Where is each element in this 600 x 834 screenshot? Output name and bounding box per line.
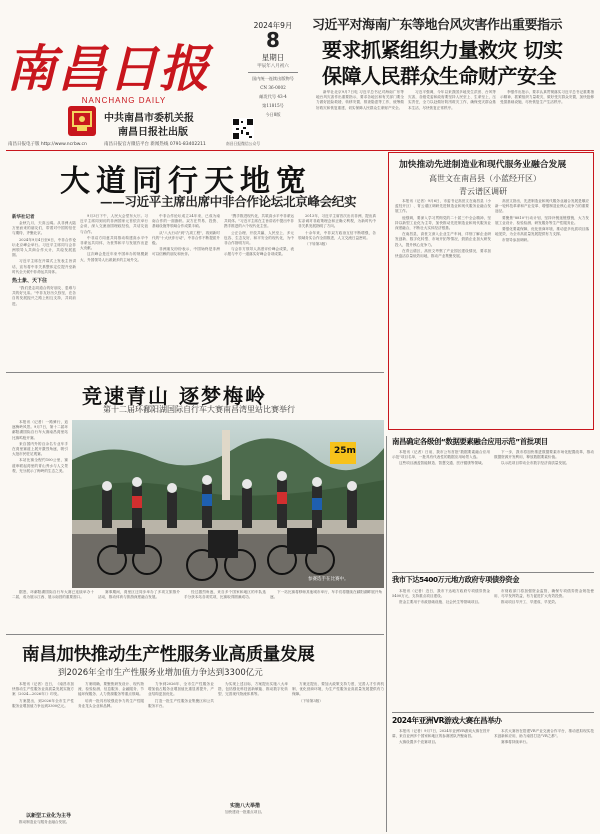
sidebar-title[interactable]: 加快推动先进制造业和现代服务业融合发展 xyxy=(399,160,567,170)
cycling-col-2: 据悉，环鄱阳湖国际自行车大赛已连续举办十二届，成为展示江西、展示南昌的重要窗口。 xyxy=(12,590,94,600)
right-story-3-col-1: 本报讯（记者）9月7日，2024年亚洲VR游戏大赛在昌开幕，来自亚洲多个国家和地区的参赛团队齐聚南昌。 大赛设置多个竞赛项目。 xyxy=(392,729,490,745)
issue-date: 2024年9月 xyxy=(253,21,293,30)
postal-code: 邮发代号 43-4 xyxy=(259,94,287,99)
right-story-1-col-2: 下一步，我市将加快推进数据要素市场化配置改革，推动数据资源开发利用，释放数据要素价值。 以示范项目带动全市数字经济高质量发展。 xyxy=(494,450,594,466)
cycling-col-3: 赛事期间，湾里区还同步举办了多项文旅推介活动，推动体育与旅游深度融合发展。 xyxy=(98,590,180,600)
sidebar-subtitle-2: 青云谱区调研 xyxy=(459,187,507,196)
website: 南昌日报电子版 http://www.ncrbw.cn xyxy=(8,142,87,147)
sponsor-line-1: 中共南昌市委机关报 xyxy=(104,113,194,124)
sidebar-box xyxy=(388,152,594,430)
lead-col-2: 9月3日下午，人民大会堂东大厅。习近平主席同到访的非洲国家元首依次举行会谈，深入交流治国理政经验，共话友谊与合作。 中非双方同意共同推动构建高水平中非命运共同体，为世界和平与发展作出更大贡献。 这次峰会是近年来中国举办的规模最大、外国领导人出席最多的主场外交。 xyxy=(80,214,148,262)
top-story-kicker[interactable]: 习近平对海南广东等地台风灾害作出重要指示 xyxy=(312,18,563,33)
photo-caption: 参赛选手在比赛中。 xyxy=(308,577,349,582)
lead-col-1: 金秋九月，天高云阔。从非洲大陆万里而来的朋友们，带着对中国的信任与期待，齐聚北京。 2024年9月4日至6日，中非合作论坛北京峰会举行。习近平主席同与会非洲领导人共商合作大计，共绘发展蓝图。 习近平主席在开幕式上发表主旨讲话，宣布将中非关系整体定位提升至新时代全天候中非命运共同体。 热土象、天下往 "我们是志同道合的好朋友、患难与共的好兄弟。"中非友好历久弥坚，在各自的发展振兴之路上相互支持，共同前进。 xyxy=(12,221,76,306)
services-col-4b: 加快建设一批重点项目。 xyxy=(225,810,265,814)
lead-subheadline[interactable]: ——习近平主席出席中非合作论坛北京峰会纪实 xyxy=(100,194,357,209)
masthead-pinyin: NANCHANG DAILY xyxy=(81,96,167,105)
right-story-2-col-2: 市财政部门将加强资金监管，确保专项债券资金规范使用、尽早发挥效益，有力促进扩大有效投资。 推动项目早开工、早建成、早见效。 xyxy=(494,589,594,605)
sidebar-col-1: 本报讯（记者）9月6日，市委书记高世文在南昌县（小蓝经开区）、青云谱区调研先进制造业和现代服务业融合发展工作。 他强调，要深入学习贯彻党的二十届三中全会精神，坚持以新型工业化为主导，加快推动先进制造业和现代服务业深度融合，不断壮大实体经济根基。 在南昌县，高世文深入企业生产车间，详细了解企业研发创新、数字化转型、市场开拓等情况，鼓励企业加大研发投入，提升核心竞争力。 在青云谱区，高世文考察了产业园区建设情况，要求加快盘活存量低效用地，推动产业集聚发展。 xyxy=(395,199,491,259)
qr-caption: 南昌日报微信公众号 xyxy=(225,141,261,146)
cycling-col-1: 本报讯（记者）一路骑行，追逐梅岭风景。9月7日，第十二届环鄱阳湖国际自行车大赛南昌湾里站比赛鸣枪开赛。 来自国内外的百余名专业车手在湾里赛道上展开激烈角逐，吸引大批市民驻足观赛。 本站比赛全程约100公里，赛道串联起湾里的青山秀水与人文景观，充分展示了梅岭的生态之美。 xyxy=(12,420,68,473)
issue-number: 第11815号 xyxy=(262,103,284,108)
masthead-title: 南昌日报 xyxy=(6,39,210,98)
sponsor-line-2: 南昌日报社出版 xyxy=(118,127,188,138)
services-col-3: 力争到2026年，全市生产性服务业增加值占服务业增加值比重显著提升，产业结构更加优化。 打造一批生产性服务业集聚区和公共服务平台。 xyxy=(148,682,214,708)
right-story-2-col-1: 本报讯（记者）近日，我市下达地方政府专项债券资金5400万元，支持重点项目建设。 资金主要用于市政基础设施、社会民生等领域项目。 xyxy=(392,589,490,605)
issue-day: 8 xyxy=(266,28,280,52)
services-subheadline: 到2026年全市生产性服务业增加值力争达到3300亿元 xyxy=(58,668,263,678)
top-story-headline-2[interactable]: 保障人民群众生命财产安全 xyxy=(322,64,556,88)
qr-code-icon[interactable] xyxy=(232,118,254,140)
sidebar-col-2: 高世文指出，先进制造业和现代服务业融合发展是顺应新一轮科技革命和产业变革、增强制造业核心竞争力的重要途径。 要聚焦"8810"行动计划，坚持补链延链强链，大力发展工业设计、检验检测、研发服务等生产性服务业。 要强化要素保障，优化营商环境，推动更多优质项目落地见效，为全市高质量发展提供有力支撑。 市领导参加调研。 xyxy=(495,199,589,243)
services-section-2: 实施八大举措 xyxy=(230,803,261,809)
issn-number: CN 36-0002 xyxy=(260,85,286,90)
services-col-1: 本报讯（记者）近日，《南昌市加快推动生产性服务业高质量发展实施方案（2024—2026年）》印发。 方案提出，到2026年全市生产性服务业增加值力争达到3300亿元。 xyxy=(12,682,74,708)
lead-col-3: 中非合作论坛成立24年来，已成为南南合作的一面旗帜。双方在贸易、投资、基础设施等领域合作成果丰硕。 从"八大行动"到"九项工程"，再到新时代的"十大伙伴行动"，中非合作不断提质升级。 非洲朋友纷纷表示，中国始终是非洲可以信赖的朋友和伙伴。 xyxy=(152,214,220,257)
lead-col-5: 2013年，习近平主席首次出访非洲，提出真实亲诚对非政策理念和正确义利观，为新时代中非关系发展指明了方向。 十余年来，中非双方政治互信不断增强，各领域务实合作全面推进，人文交流日益密切。 （下转第3版） xyxy=(298,214,376,247)
top-story-body-col-1: 新华社北京9月7日电 习近平总书记对海南广东等地台风灾害作出重要指示，要求各地区和有关部门要全力做好抢险救援、转移安置、排查隐患等工作，统筹做好救灾和恢复重建，切实保障人民群众生命财产安全。 xyxy=(316,90,404,110)
top-story-body-col-3: 李强作出批示，要求认真贯彻落实习近平总书记重要指示精神，抓紧组织力量救灾，做好受灾群众安置，加快抢修受损基础设施，尽快恢复生产生活秩序。 xyxy=(500,90,594,105)
lunar-date: 甲辰年八月初六 xyxy=(257,64,289,69)
lead-section-title: 热土象、天下往 xyxy=(12,278,48,285)
services-headline[interactable]: 南昌加快推动生产性服务业高质量发展 xyxy=(22,645,315,665)
services-col-4: 为实现上述目标，方案提出实施八大举措，包括强化科技创新赋能、推动数字化转型、完善现代物流体系等。 xyxy=(218,682,288,697)
weekday: 星期日 xyxy=(261,53,285,62)
cycling-col-5: 下一站比赛将移师其他城市举行，车手们将继续在鄱阳湖畔展开角逐。 xyxy=(270,590,382,600)
right-story-1-col-1: 本报讯（记者）日前，我市公布首批"数据要素融合应用示范"项目名单，一批具有代表性的数据应用场景入选。 这些项目涵盖智能制造、智慧交通、医疗健康等领域。 xyxy=(392,450,490,466)
services-col-5: 方案还提出，要加大政策支持力度，完善人才引育机制，优化营商环境，为生产性服务业高质量发展提供有力保障。 （下转第3版） xyxy=(292,682,384,703)
right-story-3-col-2: 本次大赛旨在搭建VR产业交流合作平台，推动虚拟现实技术创新和应用，助力南昌打造"VR之都"。 赛事将持续举行。 xyxy=(494,729,594,745)
top-story-headline-1[interactable]: 要求抓紧组织力量救灾 切实 xyxy=(322,38,563,62)
cycling-subheadline: 第十二届环鄱阳湖国际自行车大赛南昌湾里站比赛举行 xyxy=(103,405,295,414)
right-story-2-headline[interactable]: 我市下达5400万元地方政府专项债券资金 xyxy=(392,575,520,584)
sidebar-subtitle: 高世文在南昌县（小蓝经开区） xyxy=(429,174,541,183)
right-story-3-headline[interactable]: 2024年亚洲VR游戏大赛在昌举办 xyxy=(392,716,502,725)
issn-label: 国内统一连续出版物号 xyxy=(252,76,294,81)
services-col-2: 方案明确，要聚焦研发设计、现代物流、检验检测、信息服务、金融服务、节能环保服务、人力资源服务等重点领域。 培育一批具有较强竞争力的生产性服务业龙头企业和品牌。 xyxy=(78,682,144,708)
services-col-1b: 推动制造业与服务业融合发展。 xyxy=(19,820,70,824)
lead-headline[interactable]: 大道同行天地宽 xyxy=(60,164,312,199)
page-count: 今日8版 xyxy=(265,112,281,117)
lead-col-4: "携手推进现代化，共筑高水平中非命运共同体。"习近平主席在主旨讲话中提出中非携手推进的六个现代化主张。 公正合理、开放共赢、人民至上、多元包容、生态友好、和平安全的现代化，为中非合作指明方向。 与会非方领导人高度评价峰会成果，表示愿与中方一道落实好峰会各项成果。 xyxy=(224,214,294,257)
distance-marker-badge: 25m xyxy=(334,446,356,456)
top-story-body-col-2: 习近平强调，今年以来我国多地发生洪涝、台风等灾害，各级党委和政府要坚持人民至上、生命至上，压实责任，全力以赴做好防汛救灾工作，确保受灾群众基本生活，尽快恢复正常秩序。 xyxy=(408,90,496,110)
hotline: 南昌日报官方微信平台 新闻热线 0791-83402211 xyxy=(104,142,206,147)
cycling-photo[interactable] xyxy=(72,420,384,588)
right-story-1-headline[interactable]: 南昌确定各级创“数据要素融合应用示范”首批项目 xyxy=(392,437,548,446)
cycling-headline[interactable]: 竞速青山 逐梦梅岭 xyxy=(82,384,267,408)
newspaper-logo-icon xyxy=(68,106,96,136)
services-section-1: 以新型工业化为主导 xyxy=(26,813,72,819)
lead-dateline: 新华社记者 xyxy=(12,215,35,220)
cycling-col-4: 经过激烈角逐，来自多个国家和地区的车队选手分获本站各项奖项，比赛取得圆满成功。 xyxy=(184,590,266,600)
